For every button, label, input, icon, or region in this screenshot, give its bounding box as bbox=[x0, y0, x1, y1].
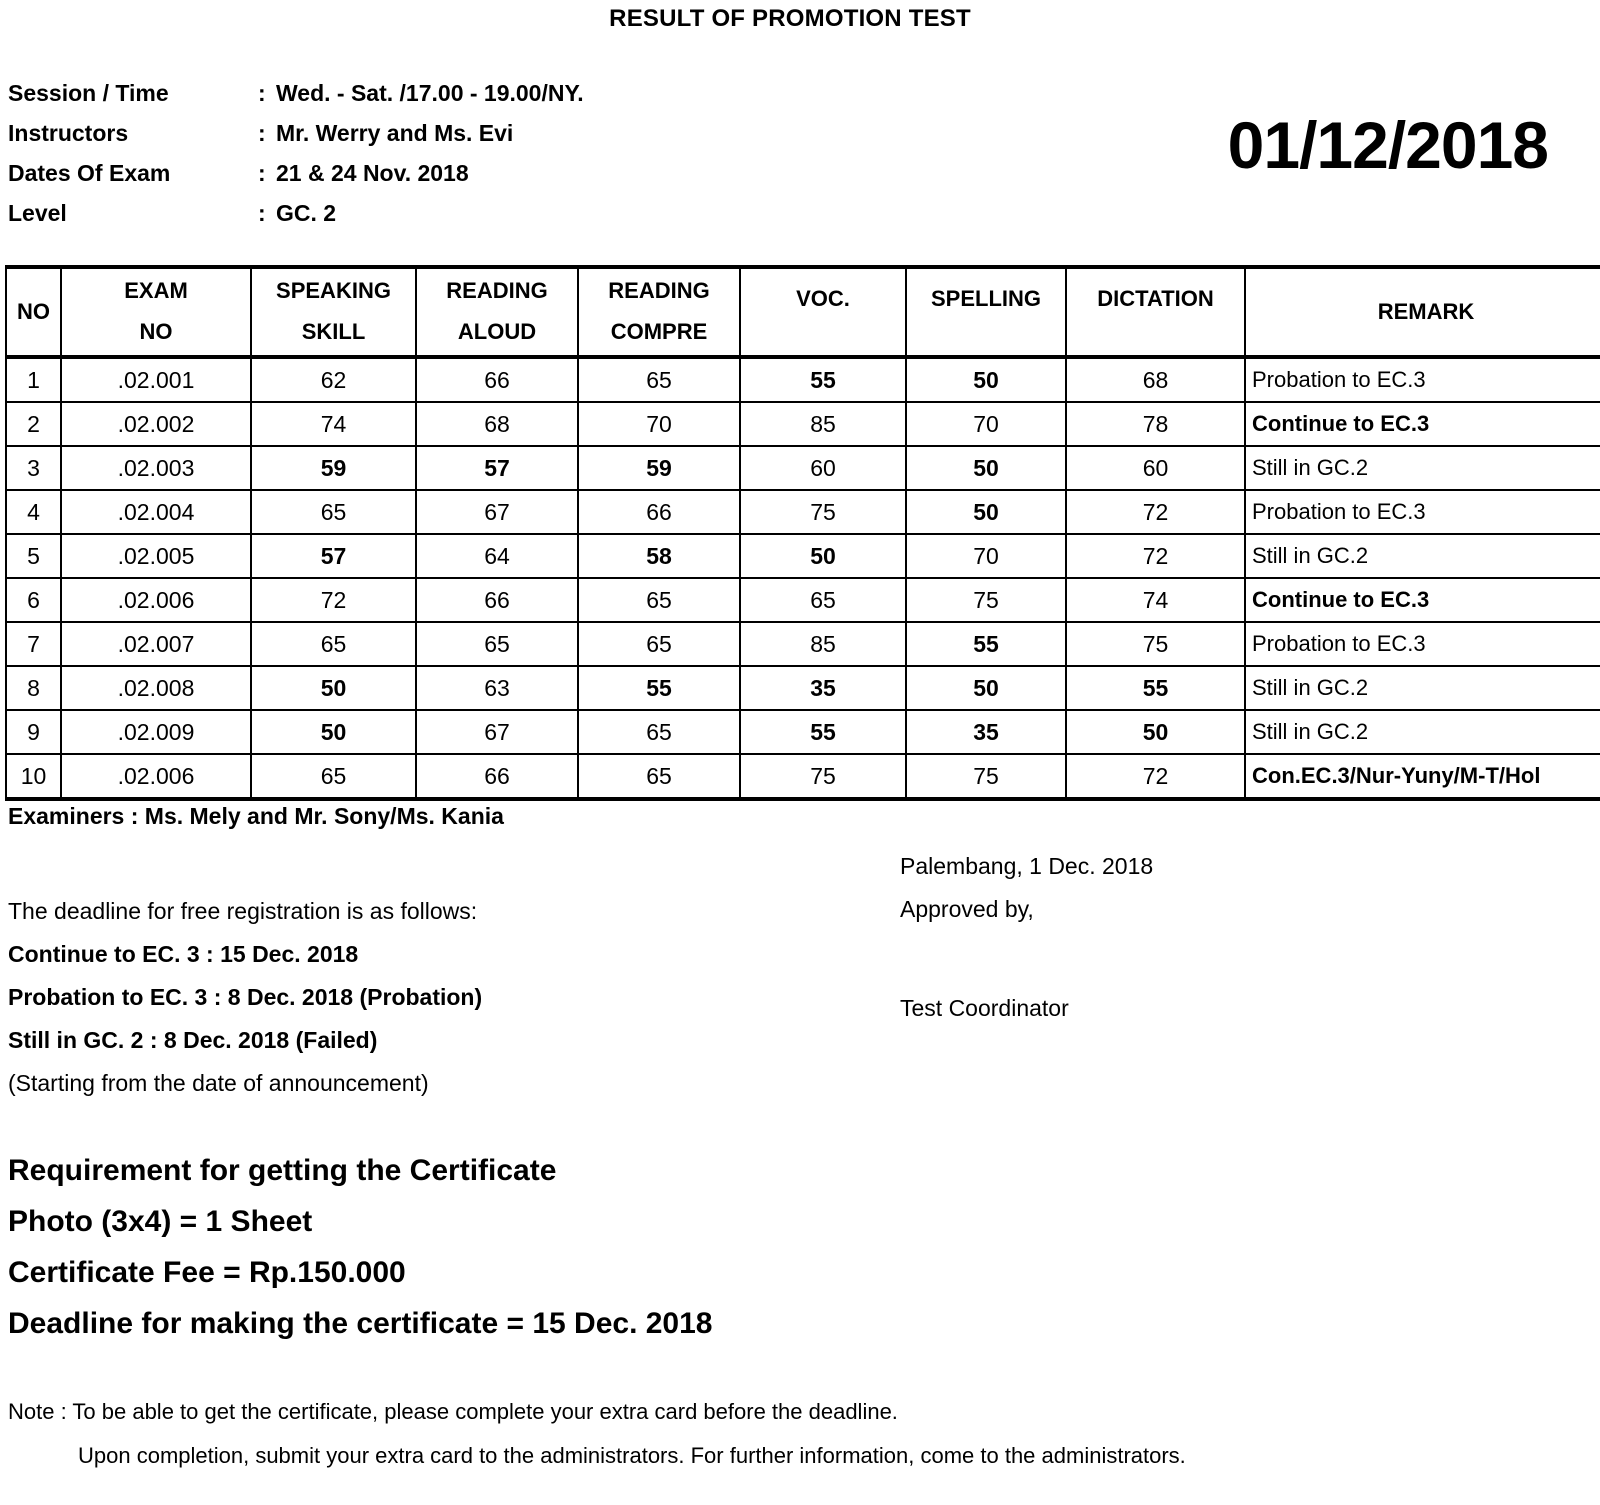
column-header-dictation-label: DICTATION bbox=[1097, 286, 1214, 311]
info-label-session: Session / Time bbox=[8, 80, 169, 106]
column-header-voc bbox=[740, 267, 906, 357]
cell-exam-no: .02.005 bbox=[61, 534, 251, 578]
info-row-dates bbox=[8, 160, 908, 200]
cell-exam-no: .02.001 bbox=[61, 357, 251, 402]
column-header-voc-label: VOC. bbox=[796, 286, 850, 311]
cell-dictation: 72 bbox=[1066, 754, 1245, 799]
cell-exam-no: .02.006 bbox=[61, 578, 251, 622]
column-header-no: NO bbox=[6, 267, 61, 357]
requirements-heading: Requirement for getting the Certificate bbox=[8, 1154, 557, 1187]
cell-reading-aloud: 67 bbox=[416, 710, 578, 754]
column-header-exam-no-line2: NO bbox=[139, 319, 173, 344]
cell-reading-compre: 55 bbox=[578, 666, 740, 710]
column-header-reading-aloud-line2: ALOUD bbox=[457, 319, 537, 344]
cell-reading-aloud: 57 bbox=[416, 446, 578, 490]
results-table bbox=[5, 265, 1600, 801]
info-value-level: GC. 2 bbox=[276, 200, 337, 226]
cell-spelling: 75 bbox=[906, 754, 1066, 799]
column-header-remark: REMARK bbox=[1245, 267, 1600, 357]
cell-remark: Continue to EC.3 bbox=[1245, 578, 1600, 622]
cell-dictation: 55 bbox=[1066, 666, 1245, 710]
deadline-still-gc2: Still in GC. 2 : 8 Dec. 2018 (Failed) bbox=[8, 1027, 378, 1053]
cell-remark: Con.EC.3/Nur-Yuny/M-T/Hol bbox=[1245, 754, 1600, 799]
registration-deadline-block bbox=[8, 890, 868, 1105]
cell-dictation: 50 bbox=[1066, 710, 1245, 754]
cell-dictation: 78 bbox=[1066, 402, 1245, 446]
cell-spelling: 50 bbox=[906, 666, 1066, 710]
column-header-speaking-line2: SKILL bbox=[301, 319, 366, 344]
table-row bbox=[6, 534, 1600, 578]
cell-exam-no: .02.002 bbox=[61, 402, 251, 446]
cell-speaking-skill: 57 bbox=[251, 534, 416, 578]
cell-voc: 55 bbox=[740, 710, 906, 754]
header-row bbox=[6, 267, 1600, 357]
cell-speaking-skill: 50 bbox=[251, 666, 416, 710]
cell-spelling: 75 bbox=[906, 578, 1066, 622]
info-colon-instructors: : bbox=[258, 120, 266, 146]
column-header-speaking-skill bbox=[251, 267, 416, 357]
requirement-photo: Photo (3x4) = 1 Sheet bbox=[8, 1205, 313, 1238]
cell-reading-compre: 65 bbox=[578, 578, 740, 622]
info-label-instructors: Instructors bbox=[8, 120, 129, 146]
deadline-starting-note: (Starting from the date of announcement) bbox=[8, 1070, 429, 1096]
cell-speaking-skill: 72 bbox=[251, 578, 416, 622]
cell-reading-compre: 70 bbox=[578, 402, 740, 446]
cell-dictation: 72 bbox=[1066, 490, 1245, 534]
signer-role: Test Coordinator bbox=[900, 995, 1069, 1021]
cell-spelling: 70 bbox=[906, 402, 1066, 446]
info-colon-level: : bbox=[258, 200, 266, 226]
info-row-level bbox=[8, 200, 908, 240]
table-row bbox=[6, 578, 1600, 622]
cell-dictation: 60 bbox=[1066, 446, 1245, 490]
table-row bbox=[6, 622, 1600, 666]
cell-exam-no: .02.009 bbox=[61, 710, 251, 754]
cell-no: 6 bbox=[6, 578, 61, 622]
column-header-dictation bbox=[1066, 267, 1245, 357]
cell-remark: Still in GC.2 bbox=[1245, 534, 1600, 578]
cell-remark: Probation to EC.3 bbox=[1245, 357, 1600, 402]
requirement-fee: Certificate Fee = Rp.150.000 bbox=[8, 1256, 406, 1289]
cell-remark: Continue to EC.3 bbox=[1245, 402, 1600, 446]
cell-speaking-skill: 65 bbox=[251, 622, 416, 666]
column-header-spelling bbox=[906, 267, 1066, 357]
cell-no: 10 bbox=[6, 754, 61, 799]
column-header-speaking-line1: SPEAKING bbox=[276, 278, 391, 304]
cell-voc: 55 bbox=[740, 357, 906, 402]
cell-exam-no: .02.004 bbox=[61, 490, 251, 534]
deadline-intro: The deadline for free registration is as follows: bbox=[8, 898, 478, 924]
cell-reading-aloud: 66 bbox=[416, 578, 578, 622]
cell-remark: Still in GC.2 bbox=[1245, 710, 1600, 754]
table-row bbox=[6, 666, 1600, 710]
info-value-instructors: Mr. Werry and Ms. Evi bbox=[276, 120, 514, 146]
deadline-continue-ec3: Continue to EC. 3 : 15 Dec. 2018 bbox=[8, 941, 359, 967]
results-table-header bbox=[6, 267, 1600, 357]
cell-no: 1 bbox=[6, 357, 61, 402]
table-row bbox=[6, 402, 1600, 446]
info-label-dates: Dates Of Exam bbox=[8, 160, 171, 186]
info-value-dates: 21 & 24 Nov. 2018 bbox=[276, 160, 469, 186]
info-value-session: Wed. - Sat. /17.00 - 19.00/NY. bbox=[276, 80, 584, 106]
page-title: RESULT OF PROMOTION TEST bbox=[609, 5, 971, 32]
cell-remark: Still in GC.2 bbox=[1245, 446, 1600, 490]
cell-voc: 60 bbox=[740, 446, 906, 490]
cell-speaking-skill: 59 bbox=[251, 446, 416, 490]
cell-reading-aloud: 68 bbox=[416, 402, 578, 446]
column-header-reading-aloud bbox=[416, 267, 578, 357]
cell-dictation: 74 bbox=[1066, 578, 1245, 622]
note-line-1: Note : To be able to get the certificate, please complete your extra card before the deadline. bbox=[8, 1399, 898, 1424]
cell-no: 5 bbox=[6, 534, 61, 578]
table-row bbox=[6, 357, 1600, 402]
table-row bbox=[6, 446, 1600, 490]
approval-block bbox=[900, 845, 1520, 1030]
cell-reading-aloud: 66 bbox=[416, 357, 578, 402]
cell-speaking-skill: 74 bbox=[251, 402, 416, 446]
examiners-line: Examiners : Ms. Mely and Mr. Sony/Ms. Kania bbox=[8, 803, 504, 829]
cell-no: 3 bbox=[6, 446, 61, 490]
cell-voc: 35 bbox=[740, 666, 906, 710]
note-line-2: Upon completion, submit your extra card to the administrators. For further information, come to the administrators. bbox=[78, 1443, 1186, 1468]
approved-by-label: Approved by, bbox=[900, 896, 1034, 922]
column-header-exam-no-line1: EXAM bbox=[124, 278, 188, 304]
cell-exam-no: .02.008 bbox=[61, 666, 251, 710]
column-header-exam-no bbox=[61, 267, 251, 357]
column-header-reading-compre bbox=[578, 267, 740, 357]
cell-voc: 50 bbox=[740, 534, 906, 578]
cell-reading-aloud: 64 bbox=[416, 534, 578, 578]
info-row-instructors bbox=[8, 120, 908, 160]
cell-no: 9 bbox=[6, 710, 61, 754]
cell-speaking-skill: 65 bbox=[251, 490, 416, 534]
cell-dictation: 75 bbox=[1066, 622, 1245, 666]
cell-reading-aloud: 63 bbox=[416, 666, 578, 710]
cell-voc: 75 bbox=[740, 754, 906, 799]
column-header-reading-compre-line2: COMPRE bbox=[610, 319, 708, 344]
cell-reading-aloud: 66 bbox=[416, 754, 578, 799]
column-header-spelling-label: SPELLING bbox=[930, 286, 1041, 311]
info-row-session bbox=[8, 80, 908, 120]
cell-spelling: 50 bbox=[906, 357, 1066, 402]
cell-reading-compre: 59 bbox=[578, 446, 740, 490]
cell-reading-compre: 65 bbox=[578, 710, 740, 754]
cell-reading-compre: 58 bbox=[578, 534, 740, 578]
cell-reading-aloud: 65 bbox=[416, 622, 578, 666]
cell-reading-compre: 65 bbox=[578, 622, 740, 666]
deadline-probation-ec3: Probation to EC. 3 : 8 Dec. 2018 (Probation) bbox=[8, 984, 483, 1010]
info-colon-dates: : bbox=[258, 160, 266, 186]
cell-voc: 85 bbox=[740, 402, 906, 446]
table-row bbox=[6, 490, 1600, 534]
cell-reading-compre: 66 bbox=[578, 490, 740, 534]
cell-remark: Probation to EC.3 bbox=[1245, 622, 1600, 666]
signature-space bbox=[900, 931, 1520, 987]
place-and-date: Palembang, 1 Dec. 2018 bbox=[900, 853, 1154, 879]
cell-no: 4 bbox=[6, 490, 61, 534]
cell-voc: 85 bbox=[740, 622, 906, 666]
cell-no: 7 bbox=[6, 622, 61, 666]
cell-speaking-skill: 50 bbox=[251, 710, 416, 754]
cell-exam-no: .02.007 bbox=[61, 622, 251, 666]
cell-spelling: 35 bbox=[906, 710, 1066, 754]
cell-exam-no: .02.003 bbox=[61, 446, 251, 490]
table-row bbox=[6, 710, 1600, 754]
cell-dictation: 72 bbox=[1066, 534, 1245, 578]
cell-reading-aloud: 67 bbox=[416, 490, 578, 534]
cell-no: 8 bbox=[6, 666, 61, 710]
cell-no: 2 bbox=[6, 402, 61, 446]
info-label-level: Level bbox=[8, 200, 67, 226]
cell-reading-compre: 65 bbox=[578, 754, 740, 799]
exam-info-block bbox=[8, 80, 908, 240]
requirement-deadline: Deadline for making the certificate = 15 Dec. 2018 bbox=[8, 1307, 713, 1340]
issue-date: 01/12/2018 bbox=[1227, 108, 1548, 182]
cell-reading-compre: 65 bbox=[578, 357, 740, 402]
cell-voc: 75 bbox=[740, 490, 906, 534]
cell-remark: Probation to EC.3 bbox=[1245, 490, 1600, 534]
cell-spelling: 50 bbox=[906, 490, 1066, 534]
results-table-body bbox=[6, 357, 1600, 799]
cell-spelling: 50 bbox=[906, 446, 1066, 490]
column-header-reading-compre-line1: READING bbox=[608, 278, 710, 304]
column-header-reading-aloud-line1: READING bbox=[446, 278, 548, 304]
info-colon-session: : bbox=[258, 80, 266, 106]
cell-voc: 65 bbox=[740, 578, 906, 622]
cell-dictation: 68 bbox=[1066, 357, 1245, 402]
table-row bbox=[6, 754, 1600, 799]
certificate-requirements-block bbox=[8, 1145, 1108, 1349]
cell-spelling: 70 bbox=[906, 534, 1066, 578]
cell-speaking-skill: 65 bbox=[251, 754, 416, 799]
note-block bbox=[8, 1390, 1568, 1478]
cell-spelling: 55 bbox=[906, 622, 1066, 666]
cell-speaking-skill: 62 bbox=[251, 357, 416, 402]
cell-remark: Still in GC.2 bbox=[1245, 666, 1600, 710]
cell-exam-no: .02.006 bbox=[61, 754, 251, 799]
